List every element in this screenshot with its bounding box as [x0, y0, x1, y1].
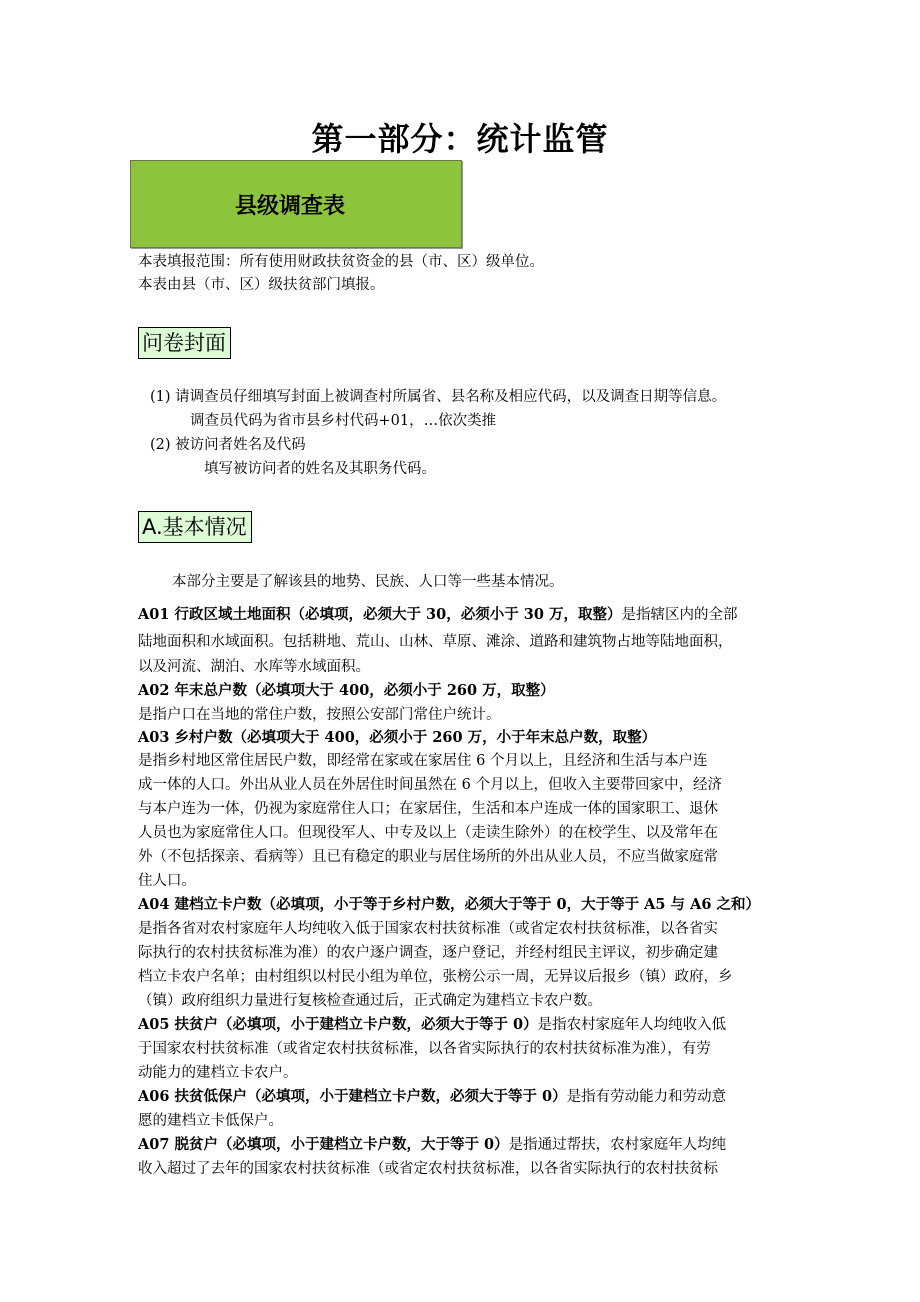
definition-line: 人员也为家庭常住人口。但现役军人、中专及以上（走读生除外）的在校学生、以及常年在 — [138, 825, 718, 841]
item-label-a07: A07 脱贫户（必填项，小于建档立卡户数，大于等于 0） — [138, 1136, 509, 1153]
section-heading-basic: A.基本情况 — [138, 511, 252, 543]
definition-line: A01 行政区域土地面积（必填项，必须大于 30，必须小于 30 万，取整）是指辖区内的全部 — [138, 606, 738, 623]
item-label-a04: A04 建档立卡户数（必填项，小于等于乡村户数，必须大于等于 0，大于等于 A5 与 A6 之和） — [138, 896, 760, 913]
definition-line: A06 扶贫低保户（必填项，小于建档立卡户数，必须大于等于 0）是指有劳动能力和劳动意 — [138, 1088, 727, 1105]
section-intro: 本部分主要是了解该县的地势、民族、人口等一些基本情况。 — [172, 574, 564, 590]
item-label-a03: A03 乡村户数（必填项大于 400，必须小于 260 万，小于年末总户数，取整） — [138, 729, 657, 746]
cover-instruction: 填写被访问者的姓名及其职务代码。 — [204, 461, 436, 477]
definition-line: A07 脱贫户（必填项，小于建档立卡户数，大于等于 0）是指通过帮扶，农村家庭年人均纯 — [138, 1136, 727, 1153]
page-title: 第一部分：统计监管 — [311, 120, 609, 158]
item-label-a06: A06 扶贫低保户（必填项，小于建档立卡户数，必须大于等于 0） — [138, 1088, 567, 1105]
item-label-a01: A01 行政区域土地面积（必填项，必须大于 30，必须小于 30 万，取整） — [138, 606, 622, 623]
definition-line: A05 扶贫户（必填项，小于建档立卡户数，必须大于等于 0）是指农村家庭年人均纯收入低 — [138, 1016, 727, 1033]
definition-line: 外（不包括探亲、看病等）且已有稳定的职业与居住场所的外出从业人员，不应当做家庭常 — [138, 849, 718, 865]
intro-line: 本表填报范围：所有使用财政扶贫资金的县（市、区）级单位。 — [138, 254, 544, 270]
definition-line: 住人口。 — [138, 873, 196, 889]
intro-line: 本表由县（市、区）级扶贫部门填报。 — [138, 277, 385, 293]
definition-line: 成一体的人口。外出从业人员在外居住时间虽然在 6 个月以上，但收入主要带回家中，经济 — [138, 777, 722, 793]
definition-line: 与本户连为一体，仍视为家庭常住人口；在家居住，生活和本户连成一体的国家职工、退休 — [138, 801, 718, 817]
definition-line: 档立卡农户名单；由村组织以村民小组为单位，张榜公示一周，无异议后报乡（镇）政府，乡 — [138, 969, 733, 985]
table-title-box — [130, 160, 462, 248]
definition-line: 动能力的建档立卡农户。 — [138, 1065, 298, 1081]
definition-line: 以及河流、湖泊、水库等水域面积。 — [138, 659, 370, 675]
section-heading-cover: 问卷封面 — [138, 327, 231, 359]
definition-line: 愿的建档立卡低保户。 — [138, 1113, 283, 1129]
cover-instruction: 调查员代码为省市县乡村代码+01，…依次类推 — [190, 413, 497, 429]
cover-instruction: (2) 被访问者姓名及代码 — [150, 437, 306, 453]
table-title: 县级调查表 — [235, 194, 346, 219]
definition-line: 收入超过了去年的国家农村扶贫标准（或省定农村扶贫标准，以各省实际执行的农村扶贫标 — [138, 1161, 718, 1177]
item-label-a02: A02 年末总户数（必填项大于 400，必须小于 260 万，取整） — [138, 682, 555, 699]
definition-line: 是指乡村地区常住居民户数，即经常在家或在家居住 6 个月以上，且经济和生活与本户连 — [138, 753, 708, 769]
definition-line: 际执行的农村扶贫标准为准）的农户逐户调查，逐户登记，并经村组民主评议，初步确定建 — [138, 945, 718, 961]
cover-instruction: (1) 请调查员仔细填写封面上被调查村所属省、县名称及相应代码，以及调查日期等信息。 — [150, 389, 727, 405]
definition-line: （镇）政府组织力量进行复核检查通过后，正式确定为建档立卡农户数。 — [138, 993, 602, 1009]
definition-line: 是指各省对农村家庭年人均纯收入低于国家农村扶贫标准（或省定农村扶贫标准，以各省实 — [138, 921, 718, 937]
definition-line: 于国家农村扶贫标准（或省定农村扶贫标准，以各省实际执行的农村扶贫标准为准），有劳 — [138, 1041, 711, 1057]
item-label-a05: A05 扶贫户（必填项，小于建档立卡户数，必须大于等于 0） — [138, 1016, 538, 1033]
definition-line: 陆地面积和水域面积。包括耕地、荒山、山林、草原、滩涂、道路和建筑物占地等陆地面积， — [138, 634, 733, 650]
definition-line: 是指户口在当地的常住户数，按照公安部门常住户统计。 — [138, 707, 501, 723]
